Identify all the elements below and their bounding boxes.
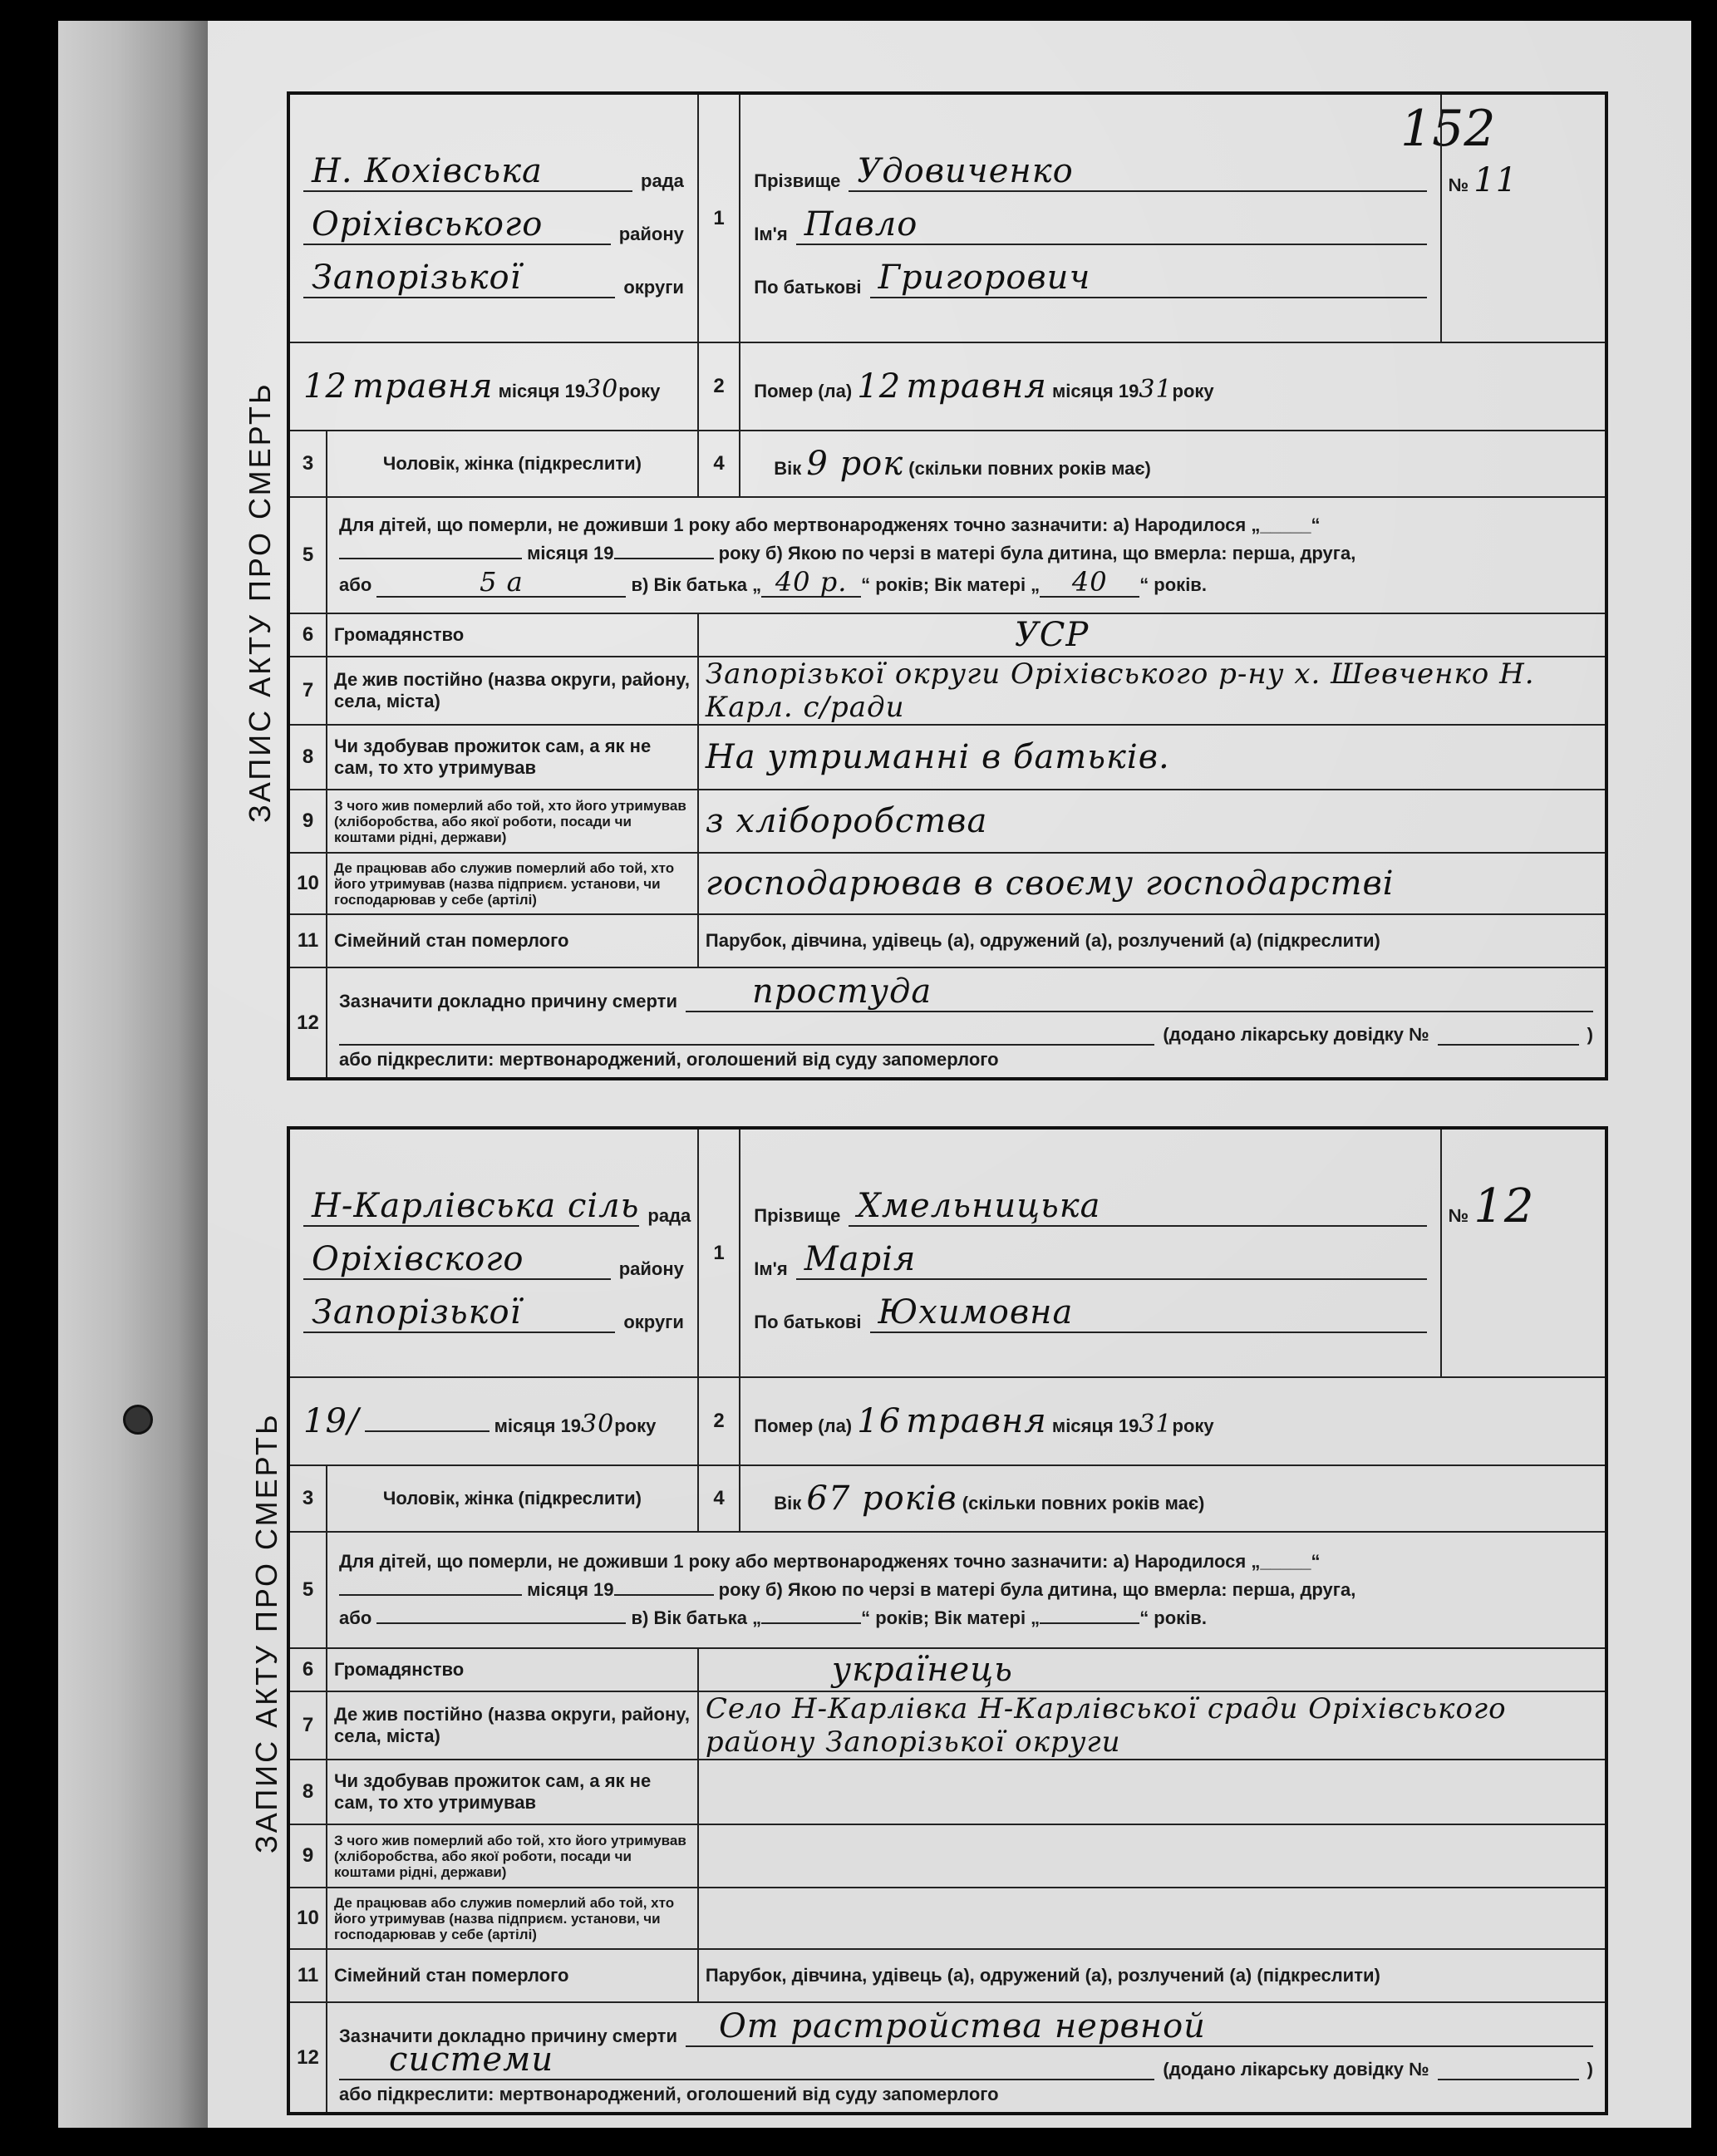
age-note: (скільки повних років має) — [962, 1493, 1205, 1514]
okruga-label: округи — [623, 1311, 684, 1332]
record-number: 12 — [1473, 1179, 1535, 1233]
support-label: Чи здобував прожиток сам, а як не сам, то хто утримував — [327, 1760, 698, 1824]
children-abo-value — [376, 1622, 626, 1624]
roku-label: року — [614, 1415, 657, 1436]
binding-strip — [58, 21, 208, 2128]
field-number-1: 1 — [698, 1128, 740, 1377]
death-day: 16 — [857, 1402, 902, 1440]
field-number-10: 10 — [288, 1888, 327, 1949]
father-age: 40 р. — [761, 568, 861, 598]
side-title-record-1: ЗАПИС АКТУ ПРО СМЕРТЬ — [243, 381, 277, 823]
marital-label: Сімейний стан померлого — [327, 1949, 698, 2002]
reg-year: 30 — [581, 1410, 615, 1439]
citizenship-value: українець — [698, 1648, 1606, 1691]
misiatsia-label: місяця — [498, 381, 560, 401]
misiatsia-label-2: місяця — [1051, 381, 1114, 401]
mother-age-label: “ років; Вік матері „ — [861, 1607, 1041, 1628]
raion-value: Оріхівского — [303, 1240, 611, 1280]
stillborn-note: або підкреслити: мертвонароджений, оголошений від суду запомерлого — [339, 2083, 999, 2104]
name-label: Ім'я — [754, 1258, 788, 1279]
raion-label: району — [618, 1258, 684, 1279]
field-number-3: 3 — [288, 431, 327, 497]
side-title-record-2: ЗАПИС АКТУ ПРО СМЕРТЬ — [249, 1412, 283, 1853]
field-number-10: 10 — [288, 853, 327, 914]
roku-label-2: року — [1172, 1415, 1214, 1436]
livelihood-label: З чого жив померлий або той, хто його утримував (хліборобства, або якої роботи, посади чи коштами рідні, держави) — [327, 1824, 698, 1888]
children-line-2: року б) Якою по черзі в матері була дитина, що вмерла: перша, друга, — [718, 1579, 1356, 1600]
residence-value: Запорізької округи Оріхівського р-ну х. Шевченко Н. Карл. с/ради — [698, 657, 1606, 725]
field-number-2: 2 — [698, 1377, 740, 1465]
children-abo-label: або — [339, 1607, 372, 1628]
field-number-5: 5 — [288, 497, 327, 613]
field-number-6: 6 — [288, 613, 327, 657]
number-label: № — [1448, 1205, 1469, 1226]
roku-label: року — [618, 381, 661, 401]
certificate-label: (додано лікарську довідку № — [1163, 2058, 1429, 2080]
okruga-value: Запорізької — [303, 258, 615, 298]
field-number-8: 8 — [288, 725, 327, 790]
reg-day: 12 — [303, 367, 347, 406]
cause-value: От растройства нервной — [686, 2007, 1593, 2047]
patronymic-value: Григорович — [870, 258, 1427, 298]
rada-label: рада — [647, 1204, 691, 1226]
number-label: № — [1448, 175, 1469, 195]
misiatsia-label-2: місяця — [1051, 1415, 1114, 1436]
reg-day: 19/ — [303, 1402, 360, 1440]
raion-label: району — [618, 223, 684, 244]
surname-value: Удовиченко — [849, 152, 1426, 192]
name-value: Павло — [796, 205, 1427, 245]
marital-options: Парубок, дівчина, удівець (а), одружений (а), розлучений (а) (підкреслити) — [698, 1949, 1606, 2002]
children-abo-label: або — [339, 574, 372, 595]
citizenship-label: Громадянство — [327, 613, 698, 657]
field-number-1: 1 — [698, 93, 740, 342]
cause-value-line-2 — [339, 1019, 1154, 1046]
surname-label: Прізвище — [754, 1204, 841, 1226]
field-number-6: 6 — [288, 1648, 327, 1691]
okruga-value: Запорізької — [303, 1293, 615, 1333]
stillborn-note: або підкреслити: мертвонароджений, оголошений від суду запомерлого — [339, 1048, 999, 1070]
field-number-12: 12 — [288, 2002, 327, 2114]
children-month-label: місяця 19 — [527, 543, 614, 564]
field-number-9: 9 — [288, 790, 327, 853]
mother-years-end: “ років. — [1139, 574, 1207, 595]
folio-number: 152 — [1400, 100, 1496, 158]
age-value: 9 рок — [806, 445, 904, 483]
children-month-label: місяця 19 — [527, 1579, 614, 1600]
children-line-1: Для дітей, що померли, не доживши 1 року або мертвонародженях точно зазначити: а) Народилося „_____“ — [339, 1551, 1321, 1572]
field-number-11: 11 — [288, 1949, 327, 2002]
work-value: господарював в своєму господарстві — [698, 853, 1606, 914]
field-number-11: 11 — [288, 914, 327, 967]
livelihood-value — [698, 1824, 1606, 1888]
rada-value: Н. Кохівська — [303, 152, 632, 192]
father-age — [761, 1622, 861, 1624]
certificate-label: (додано лікарську довідку № — [1163, 1023, 1429, 1045]
misiatsia-label: місяця — [494, 1415, 556, 1436]
death-day: 12 — [857, 367, 902, 406]
residence-value: Село Н-Карлівка Н-Карлівської сради Оріхівського району Запорізької округи — [698, 1691, 1606, 1760]
age-label: Вік — [774, 1493, 802, 1514]
field-number-2: 2 — [698, 342, 740, 431]
field-number-5: 5 — [288, 1532, 327, 1648]
record-number: 11 — [1473, 161, 1518, 199]
work-label: Де працював або служив померлий або той, хто його утримував (назва підприєм. установи, чи господарював у себе (артілі) — [327, 853, 698, 914]
pomer-label: Помер (ла) — [754, 381, 853, 401]
name-label: Ім'я — [754, 223, 788, 244]
roku-label-2: року — [1172, 381, 1214, 401]
surname-label: Прізвище — [754, 170, 841, 191]
record-2: Н-Карлівська сіль рада Оріхівского району Запорізької округи 1 Прізвище Хмельницька Ім'я Марія По батькові Юхимовна № 12 19/ місяця 1930року 2 Помер (ла) 16 травня місяця 1931року 3 Чоловік, жінка (підкреслити) 4 Вік 67 років (скільки повних років має) 5 Для дітей, що померли, не доживши 1 року або мертвонародженях точно зазначити: а) Народилося „_____“ місяця 19 року б) Якою по черзі в матері була дитина, що вмерла: перша, друга, або в) Вік батька „ “ років; Вік матері „ “ років. 6 Громадянство українець 7 Де жив постійно (назва округи, району, села, міста) Село Н-Карлівка Н-Карлівської сради Оріхівського району Запорізької округи 8 Чи здобував прожиток сам, а як не сам, то хто утримував 9 З чого жив померлий або той, хто його утримував (хліборобства, або якої роботи, посади чи коштами рідні, держави) 10 Де працював або служив померлий або той, хто його утримував (назва підприєм. установи, чи господарював у себе (артілі) 11 Сімейний стан померлого Парубок, дівчина, удівець (а), одружений (а), розлучений (а) (підкреслити) 12 Зазначити докладно причину смерти От растройства нервной системи (додано лікарську довідку № ) або підкреслити: мертвонароджений, оголошений від суду запомерлого — [287, 1126, 1608, 2115]
cause-label: Зазначити докладно причину смерти — [339, 2025, 677, 2046]
death-year: 31 — [1139, 375, 1173, 404]
marital-label: Сімейний стан померлого — [327, 914, 698, 967]
age-value: 67 років — [806, 1479, 957, 1518]
binding-hole — [123, 1405, 153, 1435]
field-number-7: 7 — [288, 657, 327, 725]
okruga-label: округи — [623, 276, 684, 298]
support-value — [698, 1760, 1606, 1824]
reg-month: травня — [352, 367, 494, 406]
rada-label: рада — [641, 170, 684, 191]
sex-label: Чоловік, жінка (підкреслити) — [327, 1465, 698, 1532]
children-line-1: Для дітей, що померли, не доживши 1 року або мертвонародженях точно зазначити: а) Народилося „_____“ — [339, 514, 1321, 535]
raion-value: Оріхівського — [303, 205, 611, 245]
field-number-3: 3 — [288, 1465, 327, 1532]
surname-value: Хмельницька — [849, 1187, 1426, 1227]
cause-label: Зазначити докладно причину смерти — [339, 990, 677, 1012]
rada-value: Н-Карлівська сіль — [303, 1187, 639, 1227]
mother-age-label: “ років; Вік матері „ — [861, 574, 1041, 595]
mother-age — [1040, 1622, 1139, 1624]
cause-value-line-2: системи — [339, 2040, 1154, 2080]
livelihood-label: З чого жив померлий або той, хто його утримував (хліборобства, або якої роботи, посади чи коштами рідні, держави) — [327, 790, 698, 853]
field-number-4: 4 — [698, 1465, 740, 1532]
children-abo-value: 5 а — [376, 568, 626, 598]
sex-label: Чоловік, жінка (підкреслити) — [327, 431, 698, 497]
age-note: (скільки повних років має) — [908, 458, 1151, 479]
death-month: травня — [906, 1402, 1047, 1440]
mother-years-end: “ років. — [1139, 1607, 1207, 1628]
work-label: Де працював або служив померлий або той, хто його утримував (назва підприєм. установи, чи господарював у себе (артілі) — [327, 1888, 698, 1949]
field-number-8: 8 — [288, 1760, 327, 1824]
cause-value: простуда — [686, 972, 1593, 1012]
marital-options: Парубок, дівчина, удівець (а), одружений (а), розлучений (а) (підкреслити) — [698, 914, 1606, 967]
citizenship-value: УСР — [698, 613, 1606, 657]
children-line-2: року б) Якою по черзі в матері була дитина, що вмерла: перша, друга, — [718, 543, 1356, 564]
age-label: Вік — [774, 458, 802, 479]
field-number-4: 4 — [698, 431, 740, 497]
father-age-label: в) Вік батька „ — [631, 1607, 762, 1628]
citizenship-label: Громадянство — [327, 1648, 698, 1691]
death-year: 31 — [1139, 1410, 1173, 1439]
work-value — [698, 1888, 1606, 1949]
father-age-label: в) Вік батька „ — [631, 574, 762, 595]
patronymic-label: По батькові — [754, 1311, 862, 1332]
livelihood-value: з хліборобства — [698, 790, 1606, 853]
patronymic-label: По батькові — [754, 276, 862, 298]
residence-label: Де жив постійно (назва округи, району, села, міста) — [327, 1691, 698, 1760]
field-number-7: 7 — [288, 1691, 327, 1760]
field-number-12: 12 — [288, 967, 327, 1079]
support-label: Чи здобував прожиток сам, а як не сам, то хто утримував — [327, 725, 698, 790]
name-value: Марія — [796, 1240, 1427, 1280]
reg-year: 30 — [585, 375, 619, 404]
field-number-9: 9 — [288, 1824, 327, 1888]
mother-age: 40 — [1040, 568, 1139, 598]
residence-label: Де жив постійно (назва округи, району, села, міста) — [327, 657, 698, 725]
death-month: травня — [906, 367, 1047, 406]
patronymic-value: Юхимовна — [870, 1293, 1427, 1333]
pomer-label: Помер (ла) — [754, 1415, 853, 1436]
support-value: На утриманні в батьків. — [698, 725, 1606, 790]
record-1: Н. Кохівська рада Оріхівського району Запорізької округи 1 Прізвище Удовиченко Ім'я Павло По батькові Григорович № 11 12 травня місяця 1930року 2 Помер (ла) 12 травня місяця 1931року 3 Чоловік, жінка (підкреслити) 4 Вік 9 рок (скільки повних років має) 5 Для дітей, що померли, не доживши 1 року або мертвонародженях точно зазначити: а) Народилося „_____“ місяця 19 року б) Якою по черзі в матері була дитина, що вмерла: перша, друга, або 5 а в) Вік батька „ 40 р. “ років; Вік матері „ 40 “ років. 6 Громадянство УСР 7 Де жив постійно (назва округи, району, села, міста) Запорізької округи Оріхівського р-ну х. Шевченко Н. Карл. с/ради 8 Чи здобував прожиток сам, а як не сам, то хто утримував На утриманні в батьків. 9 З чого жив померлий або той, хто його утримував (хліборобства, або якої роботи, посади чи коштами рідні, держави) з хліборобства 10 Де працював або служив померлий або той, хто його утримував (назва підприєм. установи, чи господарював у себе (артілі) господарював в своєму господарстві 11 Сімейний стан померлого Парубок, дівчина, удівець (а), одружений (а), розлучений (а) (підкреслити) 12 Зазначити докладно причину смерти простуда (додано лікарську довідку № ) або підкреслити: мертвонароджений, оголошений від суду запомерлого — [287, 91, 1608, 1080]
